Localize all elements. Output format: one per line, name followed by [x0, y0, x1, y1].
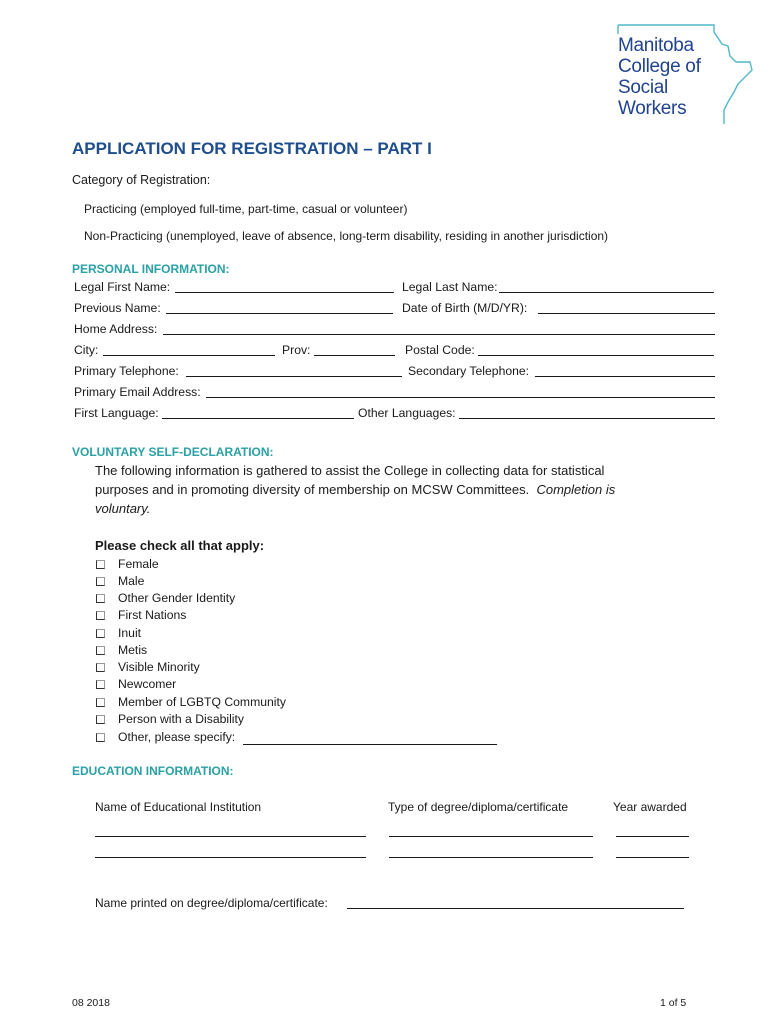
checkbox-icon[interactable] [96, 663, 105, 672]
col-year-label: Year awarded [613, 800, 687, 814]
checkbox-label: Visible Minority [118, 660, 200, 674]
checkbox-icon[interactable] [96, 611, 105, 620]
email-field[interactable] [206, 397, 715, 398]
page-title: APPLICATION FOR REGISTRATION – PART I [72, 139, 432, 158]
voluntary-paragraph-line-3: voluntary. [95, 501, 151, 516]
name-printed-field[interactable] [347, 908, 684, 909]
legal-first-name-field[interactable] [175, 292, 394, 293]
logo-line-3: Social [618, 77, 668, 98]
voluntary-paragraph-purpose: purposes and in promoting diversity of membership on MCSW Committees. [95, 482, 530, 497]
logo-line-2: College of [618, 56, 701, 77]
voluntary-paragraph-line-1: The following information is gathered to assist the College in collecting data for statistical [95, 463, 605, 478]
legal-last-name-label: Legal Last Name: [402, 280, 498, 294]
checkbox-row-inuit[interactable] [96, 626, 141, 640]
degree-field-1[interactable] [389, 836, 593, 837]
postal-code-field[interactable] [478, 355, 714, 356]
checkbox-label: Metis [118, 643, 148, 657]
checkbox-label: Member of LGBTQ Community [118, 695, 286, 709]
education-heading: EDUCATION INFORMATION: [72, 764, 234, 778]
checkbox-icon[interactable] [96, 715, 105, 724]
col-institution-label: Name of Educational Institution [95, 800, 262, 814]
checkbox-icon[interactable] [96, 646, 105, 655]
name-printed-label: Name printed on degree/diploma/certificate: [95, 896, 328, 910]
checkbox-icon[interactable] [96, 577, 105, 586]
first-language-label: First Language: [74, 406, 159, 420]
checkbox-row-metis[interactable] [96, 643, 147, 657]
city-field[interactable] [103, 355, 275, 356]
category-label: Category of Registration: [72, 173, 211, 187]
voluntary-paragraph-italic-1: Completion is [536, 482, 616, 497]
dob-field[interactable] [538, 313, 715, 314]
home-address-label: Home Address: [74, 322, 158, 336]
checkbox-label: Female [118, 557, 159, 571]
checkbox-icon[interactable] [96, 560, 105, 569]
primary-telephone-field[interactable] [186, 376, 402, 377]
checkbox-icon[interactable] [96, 680, 105, 689]
logo-line-4: Workers [618, 98, 687, 119]
other-languages-field[interactable] [459, 418, 715, 419]
checkbox-row-female[interactable] [96, 557, 159, 571]
footer-date: 08 2018 [72, 997, 110, 1009]
postal-code-label: Postal Code: [405, 343, 475, 357]
prov-label: Prov: [282, 343, 311, 357]
checkbox-row-other[interactable] [96, 730, 235, 744]
legal-last-name-field[interactable] [499, 292, 714, 293]
voluntary-paragraph-line-2 [95, 480, 615, 499]
checkbox-icon[interactable] [96, 629, 105, 638]
category-option-non-practicing[interactable]: Non-Practicing (unemployed, leave of absence, long-term disability, residing in another jurisdiction) [84, 229, 609, 243]
checkbox-row-lgbtq[interactable] [96, 695, 286, 709]
previous-name-label: Previous Name: [74, 301, 161, 315]
checkbox-icon[interactable] [96, 594, 105, 603]
personal-info-heading: PERSONAL INFORMATION: [72, 262, 230, 276]
checkbox-row-first-nations[interactable] [96, 608, 186, 622]
checkbox-row-newcomer[interactable] [96, 677, 176, 691]
legal-first-name-label: Legal First Name: [74, 280, 171, 294]
secondary-telephone-label: Secondary Telephone: [408, 364, 530, 378]
logo-line-1: Manitoba [618, 35, 694, 56]
check-all-heading: Please check all that apply: [95, 538, 265, 553]
checkbox-icon[interactable] [96, 698, 105, 707]
dob-label: Date of Birth (M/D/YR): [402, 301, 528, 315]
page-number: 1 of 5 [660, 997, 687, 1009]
checkbox-row-visible-minority[interactable] [96, 660, 200, 674]
institution-field-1[interactable] [95, 836, 366, 837]
year-field-2[interactable] [616, 857, 689, 858]
previous-name-field[interactable] [166, 313, 393, 314]
primary-telephone-label: Primary Telephone: [74, 364, 179, 378]
checkbox-label: Newcomer [118, 677, 177, 691]
home-address-field[interactable] [163, 334, 715, 335]
checkbox-label: Other, please specify: [118, 730, 236, 744]
checkbox-label: Inuit [118, 626, 142, 640]
prov-field[interactable] [314, 355, 395, 356]
other-languages-label: Other Languages: [358, 406, 456, 420]
voluntary-heading: VOLUNTARY SELF-DECLARATION: [72, 445, 274, 459]
secondary-telephone-field[interactable] [535, 376, 715, 377]
city-label: City: [74, 343, 99, 357]
email-label: Primary Email Address: [74, 385, 201, 399]
checkbox-label: Male [118, 574, 145, 588]
checkbox-label: First Nations [118, 608, 187, 622]
col-degree-label: Type of degree/diploma/certificate [388, 800, 569, 814]
checkbox-icon[interactable] [96, 733, 105, 742]
checkbox-label: Other Gender Identity [118, 591, 236, 605]
degree-field-2[interactable] [389, 857, 593, 858]
checkbox-label: Person with a Disability [118, 712, 244, 726]
checkbox-row-disability[interactable] [96, 712, 244, 726]
other-specify-field[interactable] [243, 744, 497, 745]
category-option-practicing[interactable]: Practicing (employed full-time, part-time, casual or volunteer) [84, 202, 408, 216]
checkbox-row-male[interactable] [96, 574, 144, 588]
checkbox-row-other-gender[interactable] [96, 591, 235, 605]
year-field-1[interactable] [616, 836, 689, 837]
institution-field-2[interactable] [95, 857, 366, 858]
first-language-field[interactable] [162, 418, 354, 419]
